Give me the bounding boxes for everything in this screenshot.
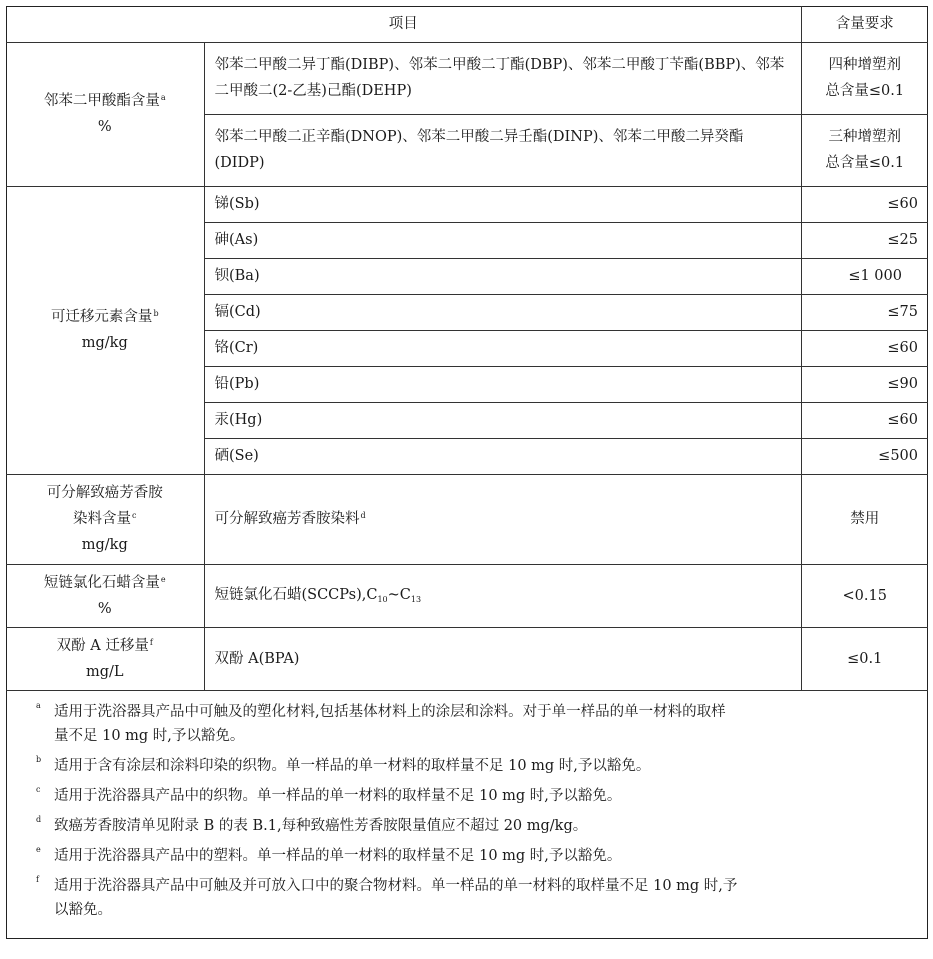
item-cell: 汞(Hg) [204, 402, 801, 438]
requirement-cell: ≤0.1 [801, 627, 928, 690]
requirement-cell: 禁用 [801, 474, 928, 564]
footnote-mark: f [36, 875, 39, 884]
requirement-cell: ≤1 000 [801, 258, 928, 294]
subscript: 10 [377, 594, 388, 604]
footnote-item [36, 814, 912, 838]
category-label: 染料含量 [73, 511, 131, 527]
subscript: 13 [410, 594, 422, 604]
footnote-mark: b [36, 755, 42, 764]
category-phthalate [6, 42, 204, 186]
category-migratable [6, 186, 204, 474]
table-header-row [6, 6, 928, 42]
table-row [6, 186, 928, 222]
req-line: 总含量≤0.1 [825, 83, 905, 99]
requirement-cell [801, 42, 928, 114]
item-cell: 砷(As) [204, 222, 801, 258]
footnote-text: 适用于洗浴器具产品中可触及并可放入口中的聚合物材料。单一样品的单一材料的取样量不足 10 mg 时,予 [54, 878, 738, 894]
item-cell: 铅(Pb) [204, 366, 801, 402]
item-cell: 钡(Ba) [204, 258, 801, 294]
footnote-text: 量不足 10 mg 时,予以豁免。 [54, 728, 245, 744]
footnote-mark: e [160, 574, 166, 584]
footnote-mark: c [132, 511, 137, 520]
category-unit: % [97, 600, 112, 617]
item-cell: 双酚 A(BPA) [204, 627, 801, 690]
header-item: 项目 [6, 6, 801, 42]
requirement-cell: ≤90 [801, 366, 928, 402]
category-label: 可分解致癌芳香胺 [46, 485, 163, 501]
footnote-item [36, 844, 912, 868]
item-text: 短链氯化石蜡(SCCPs),C [214, 586, 378, 603]
footnote-mark: e [36, 845, 41, 854]
table-row [6, 564, 928, 627]
footnote-text: 适用于洗浴器具产品中的织物。单一样品的单一材料的取样量不足 10 mg 时,予以豁免。 [54, 788, 622, 804]
requirement-cell: ≤75 [801, 294, 928, 330]
footnote-mark: d [360, 511, 366, 520]
footnote-item [36, 784, 912, 808]
category-unit: % [97, 119, 112, 135]
category-label: 邻苯二甲酸酯含量 [43, 93, 160, 109]
item-cell: 镉(Cd) [204, 294, 801, 330]
req-line: 总含量≤0.1 [825, 155, 905, 171]
category-label: 双酚 A 迁移量 [56, 637, 149, 654]
item-text: 可分解致癌芳香胺染料 [214, 511, 360, 527]
footnote-mark: d [36, 815, 42, 824]
category-sccp [6, 564, 204, 627]
footnote-mark: a [160, 93, 166, 102]
footnote-mark: b [153, 309, 159, 318]
item-cell [204, 474, 801, 564]
footnote-item [36, 754, 912, 778]
footnote-text: 适用于洗浴器具产品中可触及的塑化材料,包括基体材料上的涂层和涂料。对于单一样品的单一材料的取样 [54, 704, 726, 720]
item-cell: 锑(Sb) [204, 186, 801, 222]
category-unit: mg/L [85, 663, 124, 680]
footnote-text: 适用于洗浴器具产品中的塑料。单一样品的单一材料的取样量不足 10 mg 时,予以豁免。 [54, 848, 622, 864]
header-requirement: 含量要求 [801, 6, 928, 42]
requirement-cell: ≤60 [801, 330, 928, 366]
item-cell: 邻苯二甲酸二异丁酯(DIBP)、邻苯二甲酸二丁酯(DBP)、邻苯二甲酸丁苄酯(BBP)、邻苯二甲酸二(2-乙基)己酯(DEHP) [204, 42, 801, 114]
footnote-text: 致癌芳香胺清单见附录 B 的表 B.1,每种致癌性芳香胺限量值应不超过 20 mg/kg。 [54, 818, 588, 834]
footnote-item [36, 874, 912, 922]
requirement-cell [801, 114, 928, 186]
table-row [6, 42, 928, 114]
requirement-cell: ≤25 [801, 222, 928, 258]
category-unit: mg/kg [81, 537, 128, 553]
limits-table [6, 6, 928, 691]
category-label: 短链氯化石蜡含量 [43, 574, 160, 591]
footnote-mark: f [149, 637, 153, 647]
requirement-cell: ≤500 [801, 438, 928, 474]
category-label: 可迁移元素含量 [50, 309, 153, 325]
requirement-cell: <0.15 [801, 564, 928, 627]
item-cell: 邻苯二甲酸二正辛酯(DNOP)、邻苯二甲酸二异壬酯(DINP)、邻苯二甲酸二异癸酯(DIDP) [204, 114, 801, 186]
item-cell: 硒(Se) [204, 438, 801, 474]
requirement-cell: ≤60 [801, 186, 928, 222]
table-row [6, 474, 928, 564]
footnote-mark: c [36, 785, 41, 794]
item-cell: 铬(Cr) [204, 330, 801, 366]
category-azo [6, 474, 204, 564]
category-unit: mg/kg [81, 335, 128, 351]
item-cell [204, 564, 801, 627]
req-line: 四种增塑剂 [828, 57, 901, 73]
requirement-cell: ≤60 [801, 402, 928, 438]
req-line: 三种增塑剂 [828, 129, 901, 145]
footnote-text: 以豁免。 [54, 902, 112, 918]
footnote-text: 适用于含有涂层和涂料印染的织物。单一样品的单一材料的取样量不足 10 mg 时,予以豁免。 [54, 758, 651, 774]
footnote-item [36, 700, 912, 748]
footnotes [6, 692, 928, 939]
item-text: ~C [387, 586, 411, 603]
table-row [6, 627, 928, 690]
category-bpa [6, 627, 204, 690]
footnote-mark: a [36, 701, 41, 710]
